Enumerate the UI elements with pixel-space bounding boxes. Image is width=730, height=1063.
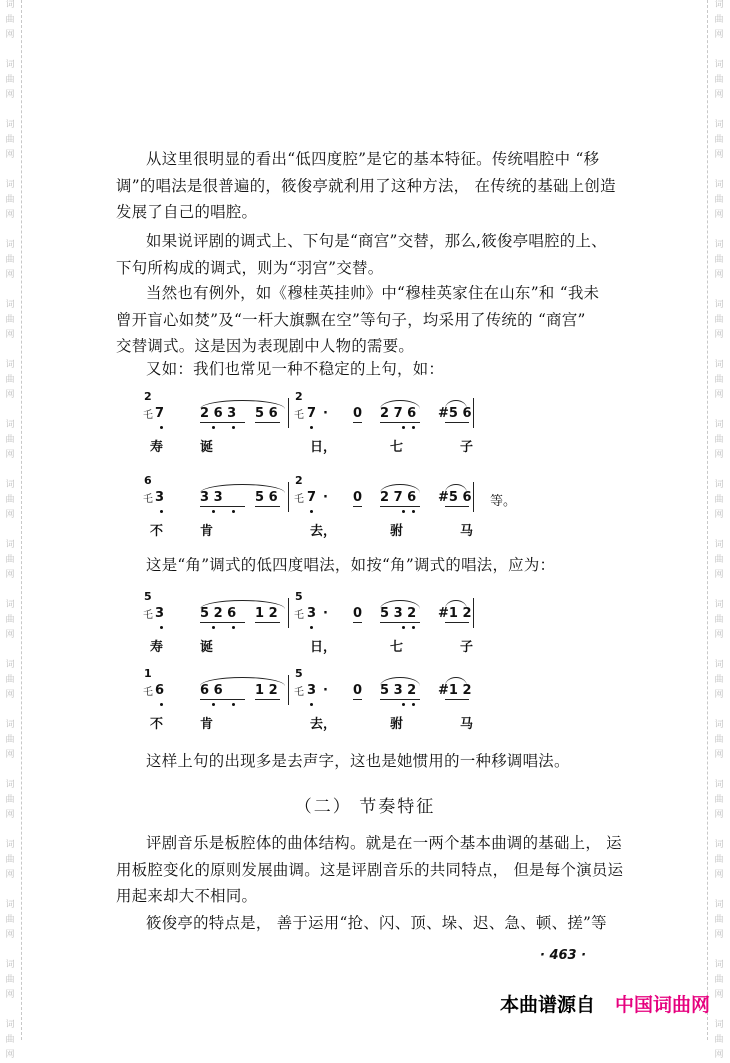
beam	[200, 699, 245, 700]
watermark-group: 词 曲 网	[5, 60, 15, 100]
left-watermark-strip	[3, 0, 17, 1060]
page-number: · 463 ·	[540, 948, 587, 963]
note-group: 5 3 2	[380, 683, 417, 698]
watermark-group: 词 曲 网	[5, 240, 15, 280]
note: 3	[155, 490, 165, 505]
beam	[200, 506, 245, 507]
note: 3	[307, 606, 317, 621]
beam	[353, 506, 362, 507]
beam	[380, 506, 420, 507]
paragraph-8	[116, 910, 636, 937]
beam	[353, 699, 362, 700]
paragraph-4	[116, 356, 636, 383]
watermark-group: 词 曲 网	[5, 840, 15, 880]
beam	[380, 622, 420, 623]
source-footer	[500, 990, 710, 1017]
lyric: 肯	[200, 717, 214, 732]
text-line: 用板腔变化的原则发展曲调。这是评剧音乐的共同特点， 但是每个演员运	[116, 860, 624, 879]
note-group: 5 2 6	[200, 606, 237, 621]
beam	[353, 622, 362, 623]
lyric: 七	[390, 640, 404, 655]
octave-dot	[402, 626, 405, 629]
watermark-group: 词 曲 网	[714, 420, 724, 460]
watermark-group: 词 曲 网	[714, 600, 724, 640]
rest: 0	[353, 606, 363, 621]
note: 6	[155, 683, 165, 698]
grace-mark: 乇	[294, 610, 304, 621]
text-line: 用起来却大不相同。	[116, 887, 258, 905]
lyric: 诞	[200, 440, 214, 455]
note-group: 5 6	[255, 406, 278, 421]
watermark-group: 词 曲 网	[5, 180, 15, 220]
lyric: 诞	[200, 640, 214, 655]
grace-note: 1	[144, 667, 152, 680]
note-group: 6 6	[200, 683, 223, 698]
slur	[445, 677, 467, 686]
source-site-link[interactable]: 中国词曲网	[615, 994, 711, 1016]
beam	[255, 422, 280, 423]
text-line: 调”的唱法是很普遍的，筱俊亭就利用了这种方法， 在传统的基础上创造	[116, 176, 616, 195]
lyric: 去，	[310, 717, 337, 732]
octave-dot	[310, 510, 313, 513]
text-line: 如果说评剧的调式上、下句是“商宫”交替，那么,筱俊亭唱腔的上、	[146, 232, 607, 250]
text-line: 筱俊亭的特点是， 善于运用“抢、闪、顶、垛、迟、急、顿、搓”等	[146, 914, 607, 932]
watermark-group: 词 曲 网	[5, 420, 15, 460]
octave-dot	[310, 426, 313, 429]
watermark-group: 词 曲 网	[5, 300, 15, 340]
notation-line	[140, 388, 560, 458]
watermark-group: 词 曲 网	[714, 120, 724, 160]
watermark-group: 词 曲 网	[5, 960, 15, 1000]
watermark-group: 词 曲 网	[714, 960, 724, 1000]
octave-dot	[402, 426, 405, 429]
octave-dot	[412, 426, 415, 429]
text-line: 交替调式。这是因为表现剧中人物的需要。	[116, 337, 415, 355]
notation-line	[140, 665, 560, 735]
bar-line	[473, 598, 474, 628]
octave-dot	[310, 703, 313, 706]
text-line: 曾开盲心如焚”及“一杆大旗飘在空”等句子，均采用了传统的 “商宫”	[116, 310, 586, 329]
lyric: 子	[460, 440, 474, 455]
paragraph-5	[116, 552, 636, 579]
octave-dot	[232, 510, 235, 513]
note-group: 2 7 6	[380, 406, 417, 421]
paragraph-2	[116, 228, 636, 281]
watermark-group: 词 曲 网	[5, 540, 15, 580]
beam	[255, 506, 280, 507]
left-margin-line	[21, 0, 22, 1040]
note-group: #1 2	[438, 606, 472, 621]
lyric: 子	[460, 640, 474, 655]
octave-dot	[212, 626, 215, 629]
watermark-group: 词 曲 网	[5, 480, 15, 520]
octave-dot	[212, 426, 215, 429]
lyric: 去，	[310, 524, 337, 539]
beam	[200, 622, 245, 623]
watermark-group: 词 曲 网	[5, 780, 15, 820]
octave-dot	[160, 510, 163, 513]
watermark-group: 词 曲 网	[714, 840, 724, 880]
text-line: 这样上句的出现多是去声字，这也是她惯用的一种移调唱法。	[146, 752, 570, 770]
grace-mark: 乇	[143, 494, 153, 505]
octave-dot	[232, 626, 235, 629]
watermark-group: 词 曲 网	[714, 780, 724, 820]
slur	[200, 600, 285, 609]
octave-dot	[412, 510, 415, 513]
grace-note: 5	[295, 590, 303, 603]
text-line: 这是“角”调式的低四度唱法，如按“角”调式的唱法，应为：	[146, 556, 556, 574]
beam	[380, 699, 420, 700]
grace-mark: 乇	[143, 610, 153, 621]
text-line: 从这里很明显的看出“低四度腔”是它的基本特征。传统唱腔中 “移	[146, 150, 600, 168]
note-group: #5 6	[438, 406, 472, 421]
slur	[380, 484, 420, 493]
watermark-group: 词 曲 网	[714, 480, 724, 520]
note: 3	[307, 683, 317, 698]
source-label: 本曲谱源自	[500, 994, 596, 1016]
watermark-group: 词 曲 网	[5, 720, 15, 760]
grace-mark: 乇	[294, 494, 304, 505]
octave-dot	[212, 703, 215, 706]
octave-dot	[160, 703, 163, 706]
grace-note: 2	[295, 474, 303, 487]
octave-dot	[160, 426, 163, 429]
lyric: 驸	[390, 717, 404, 732]
right-watermark-strip	[712, 0, 726, 1060]
grace-note: 5	[144, 590, 152, 603]
slur	[380, 600, 420, 609]
grace-note: 5	[295, 667, 303, 680]
rest: 0	[353, 406, 363, 421]
beam	[445, 422, 469, 423]
watermark-group: 词 曲 网	[714, 360, 724, 400]
octave-dot	[402, 703, 405, 706]
bar-line	[288, 398, 289, 428]
slur	[200, 400, 285, 409]
note-group: 3 3	[200, 490, 223, 505]
watermark-group: 词 曲 网	[5, 1020, 15, 1060]
section-heading: （二） 节奏特征	[294, 797, 436, 817]
note-group: #1 2	[438, 683, 472, 698]
note-group: 5 6	[255, 490, 278, 505]
octave-dot	[232, 426, 235, 429]
lyric: 马	[460, 717, 474, 732]
watermark-group: 词 曲 网	[5, 660, 15, 700]
watermark-group: 词 曲 网	[5, 360, 15, 400]
watermark-group: 词 曲 网	[5, 900, 15, 940]
slur	[380, 400, 420, 409]
note: 3	[155, 606, 165, 621]
octave-dot	[160, 626, 163, 629]
beam	[445, 622, 469, 623]
bar-line	[473, 482, 474, 512]
lyric: 七	[390, 440, 404, 455]
watermark-group: 词 曲 网	[5, 120, 15, 160]
grace-mark: 乇	[294, 410, 304, 421]
watermark-group: 词 曲 网	[714, 540, 724, 580]
lyric: 日，	[310, 640, 337, 655]
text-line: 评剧音乐是板腔体的曲体结构。就是在一两个基本曲调的基础上， 运	[146, 834, 622, 852]
trailing-text: 等。	[490, 494, 517, 509]
beam	[445, 506, 469, 507]
lyric: 不	[150, 717, 164, 732]
watermark-group: 词 曲 网	[714, 240, 724, 280]
lyric: 寿	[150, 640, 164, 655]
beam	[445, 699, 469, 700]
grace-mark: 乇	[294, 687, 304, 698]
notation-line	[140, 472, 560, 542]
beam	[255, 699, 280, 700]
beam	[380, 422, 420, 423]
note-group: 1 2	[255, 683, 278, 698]
note-group: 2 6 3	[200, 406, 237, 421]
bar-line	[288, 482, 289, 512]
watermark-group: 词 曲 网	[714, 720, 724, 760]
lyric: 肯	[200, 524, 214, 539]
grace-mark: 乇	[143, 687, 153, 698]
lyric: 马	[460, 524, 474, 539]
paragraph-6	[116, 748, 636, 775]
watermark-group: 词 曲 网	[714, 660, 724, 700]
octave-dot	[212, 510, 215, 513]
lyric: 不	[150, 524, 164, 539]
paragraph-3	[116, 280, 636, 360]
notation-line	[140, 588, 560, 658]
watermark-group: 词 曲 网	[714, 900, 724, 940]
note-group: 1 2	[255, 606, 278, 621]
note-group: #5 6	[438, 490, 472, 505]
bar-line	[288, 675, 289, 705]
watermark-group: 词 曲 网	[5, 600, 15, 640]
dot-extension: ·	[323, 606, 328, 621]
octave-dot	[412, 703, 415, 706]
note: 7	[155, 406, 165, 421]
grace-note: 2	[295, 390, 303, 403]
text-line: 当然也有例外，如《穆桂英挂帅》中“穆桂英家住在山东”和 “我未	[146, 284, 600, 302]
watermark-group: 词 曲 网	[714, 180, 724, 220]
note-group: 2 7 6	[380, 490, 417, 505]
slur	[380, 677, 420, 686]
watermark-group: 词 曲 网	[5, 0, 15, 40]
dot-extension: ·	[323, 490, 328, 505]
right-margin-line	[707, 0, 708, 1040]
dot-extension: ·	[323, 406, 328, 421]
bar-line	[473, 398, 474, 428]
beam	[353, 422, 362, 423]
slur	[200, 677, 285, 686]
grace-note: 2	[144, 390, 152, 403]
text-line: 下句所构成的调式，则为“羽宫”交替。	[116, 258, 384, 277]
octave-dot	[412, 626, 415, 629]
note: 7	[307, 406, 317, 421]
lyric: 寿	[150, 440, 164, 455]
bar-line	[288, 598, 289, 628]
octave-dot	[402, 510, 405, 513]
grace-mark: 乇	[143, 410, 153, 421]
note-group: 5 3 2	[380, 606, 417, 621]
octave-dot	[310, 626, 313, 629]
watermark-group: 词 曲 网	[714, 1020, 724, 1060]
paragraph-7	[116, 830, 636, 910]
slur	[445, 600, 467, 609]
beam	[255, 622, 280, 623]
watermark-group: 词 曲 网	[714, 300, 724, 340]
dot-extension: ·	[323, 683, 328, 698]
slur	[445, 400, 467, 409]
slur	[200, 484, 285, 493]
slur	[445, 484, 467, 493]
lyric: 日，	[310, 440, 337, 455]
rest: 0	[353, 683, 363, 698]
paragraph-1	[116, 146, 636, 226]
note: 7	[307, 490, 317, 505]
grace-note: 6	[144, 474, 152, 487]
watermark-group: 词 曲 网	[714, 60, 724, 100]
watermark-group: 词 曲 网	[714, 0, 724, 40]
text-line: 又如：我们也常见一种不稳定的上句，如：	[146, 360, 445, 378]
beam	[200, 422, 245, 423]
lyric: 驸	[390, 524, 404, 539]
text-line: 发展了自己的唱腔。	[116, 203, 258, 221]
rest: 0	[353, 490, 363, 505]
octave-dot	[232, 703, 235, 706]
